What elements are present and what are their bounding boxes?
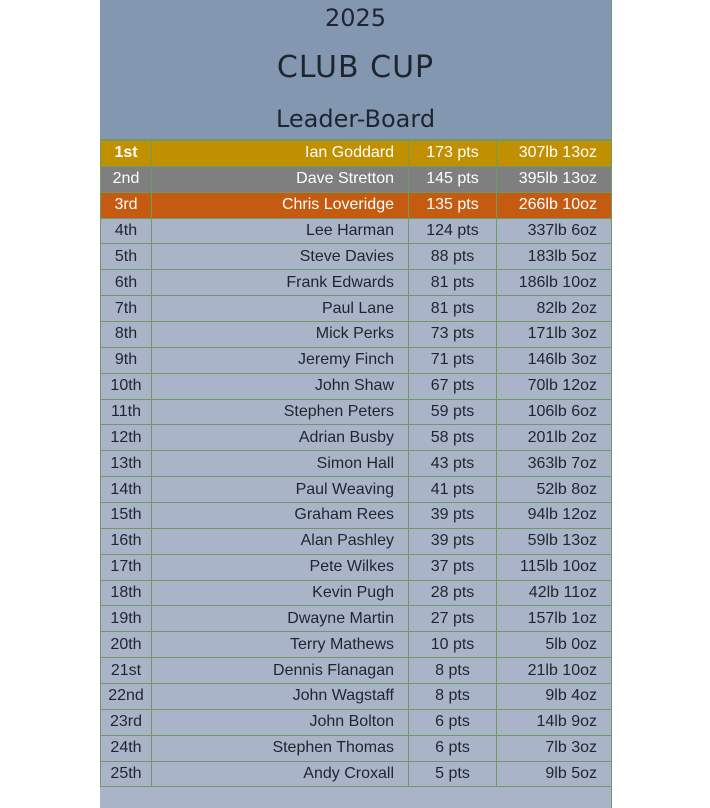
weight-cell: 201lb 2oz [497,425,612,451]
position-cell: 1st [101,141,152,167]
points-cell: 41 pts [409,477,497,503]
table-row [101,658,612,684]
weight-cell: 157lb 1oz [497,606,612,632]
weight-cell: 70lb 12oz [497,373,612,399]
table-row [101,399,612,425]
weight-cell: 82lb 2oz [497,296,612,322]
position-cell: 17th [101,554,152,580]
angler-name-cell: John Shaw [152,373,409,399]
angler-name-cell: Dwayne Martin [152,606,409,632]
weight-cell: 5lb 0oz [497,632,612,658]
position-cell: 25th [101,761,152,787]
table-row [101,451,612,477]
table-row [101,296,612,322]
position-cell: 5th [101,244,152,270]
weight-cell: 395lb 13oz [497,166,612,192]
position-cell: 16th [101,528,152,554]
cup-title: CLUB CUP [276,50,435,85]
weight-cell: 337lb 6oz [497,218,612,244]
points-cell: 43 pts [409,451,497,477]
angler-name-cell: Graham Rees [152,503,409,529]
points-cell: 37 pts [409,554,497,580]
points-cell: 81 pts [409,270,497,296]
table-row [101,684,612,710]
table-row [101,192,612,218]
angler-name-cell: Mick Perks [152,322,409,348]
position-cell: 23rd [101,709,152,735]
position-cell: 4th [101,218,152,244]
weight-cell: 52lb 8oz [497,477,612,503]
weight-cell: 106lb 6oz [497,399,612,425]
position-cell: 2nd [101,166,152,192]
table-row [101,244,612,270]
points-cell: 59 pts [409,399,497,425]
weight-cell: 9lb 4oz [497,684,612,710]
angler-name-cell: Terry Mathews [152,632,409,658]
angler-name-cell: Paul Weaving [152,477,409,503]
table-row [101,554,612,580]
points-cell: 145 pts [409,166,497,192]
points-cell: 39 pts [409,503,497,529]
position-cell: 3rd [101,192,152,218]
year-heading: 2025 [324,4,387,32]
table-row [101,425,612,451]
position-cell: 8th [101,322,152,348]
points-cell: 135 pts [409,192,497,218]
angler-name-cell: John Bolton [152,709,409,735]
weight-cell: 9lb 5oz [497,761,612,787]
angler-name-cell: Stephen Peters [152,399,409,425]
weight-cell: 59lb 13oz [497,528,612,554]
table-row [101,477,612,503]
weight-cell: 171lb 3oz [497,322,612,348]
table-row [101,528,612,554]
position-cell: 9th [101,347,152,373]
angler-name-cell: Kevin Pugh [152,580,409,606]
points-cell: 173 pts [409,141,497,167]
angler-name-cell: John Wagstaff [152,684,409,710]
position-cell: 7th [101,296,152,322]
angler-name-cell: Dennis Flanagan [152,658,409,684]
weight-cell: 94lb 12oz [497,503,612,529]
weight-cell: 307lb 13oz [497,141,612,167]
table-row [101,709,612,735]
angler-name-cell: Frank Edwards [152,270,409,296]
points-cell: 73 pts [409,322,497,348]
points-cell: 8 pts [409,684,497,710]
angler-name-cell: Dave Stretton [152,166,409,192]
position-cell: 22nd [101,684,152,710]
position-cell: 18th [101,580,152,606]
weight-cell: 42lb 11oz [497,580,612,606]
points-cell: 28 pts [409,580,497,606]
leaderboard-sheet [100,0,612,808]
table-row [101,141,612,167]
position-cell: 11th [101,399,152,425]
points-cell: 81 pts [409,296,497,322]
angler-name-cell: Pete Wilkes [152,554,409,580]
table-row [101,347,612,373]
points-cell: 67 pts [409,373,497,399]
angler-name-cell: Steve Davies [152,244,409,270]
weight-cell: 266lb 10oz [497,192,612,218]
points-cell: 6 pts [409,735,497,761]
weight-cell: 115lb 10oz [497,554,612,580]
angler-name-cell: Andy Croxall [152,761,409,787]
weight-cell: 146lb 3oz [497,347,612,373]
position-cell: 20th [101,632,152,658]
weight-cell: 363lb 7oz [497,451,612,477]
angler-name-cell: Simon Hall [152,451,409,477]
angler-name-cell: Stephen Thomas [152,735,409,761]
table-row [101,735,612,761]
table-row [101,373,612,399]
weight-cell: 186lb 10oz [497,270,612,296]
leaderboard-table [100,140,612,787]
table-row [101,270,612,296]
points-cell: 6 pts [409,709,497,735]
angler-name-cell: Ian Goddard [152,141,409,167]
position-cell: 21st [101,658,152,684]
position-cell: 19th [101,606,152,632]
points-cell: 27 pts [409,606,497,632]
position-cell: 13th [101,451,152,477]
table-row [101,580,612,606]
table-row [101,322,612,348]
angler-name-cell: Lee Harman [152,218,409,244]
points-cell: 58 pts [409,425,497,451]
points-cell: 71 pts [409,347,497,373]
position-cell: 10th [101,373,152,399]
table-row [101,166,612,192]
position-cell: 14th [101,477,152,503]
points-cell: 124 pts [409,218,497,244]
points-cell: 39 pts [409,528,497,554]
weight-cell: 183lb 5oz [497,244,612,270]
table-row [101,218,612,244]
table-row [101,503,612,529]
leaderboard-rows [101,141,612,787]
weight-cell: 7lb 3oz [497,735,612,761]
angler-name-cell: Jeremy Finch [152,347,409,373]
angler-name-cell: Alan Pashley [152,528,409,554]
table-row [101,632,612,658]
angler-name-cell: Paul Lane [152,296,409,322]
points-cell: 10 pts [409,632,497,658]
points-cell: 5 pts [409,761,497,787]
position-cell: 12th [101,425,152,451]
position-cell: 24th [101,735,152,761]
position-cell: 6th [101,270,152,296]
leaderboard-header [100,0,611,140]
position-cell: 15th [101,503,152,529]
angler-name-cell: Chris Loveridge [152,192,409,218]
angler-name-cell: Adrian Busby [152,425,409,451]
weight-cell: 21lb 10oz [497,658,612,684]
leaderboard-subtitle: Leader-Board [275,105,436,133]
weight-cell: 14lb 9oz [497,709,612,735]
table-row [101,761,612,787]
table-row [101,606,612,632]
points-cell: 8 pts [409,658,497,684]
points-cell: 88 pts [409,244,497,270]
